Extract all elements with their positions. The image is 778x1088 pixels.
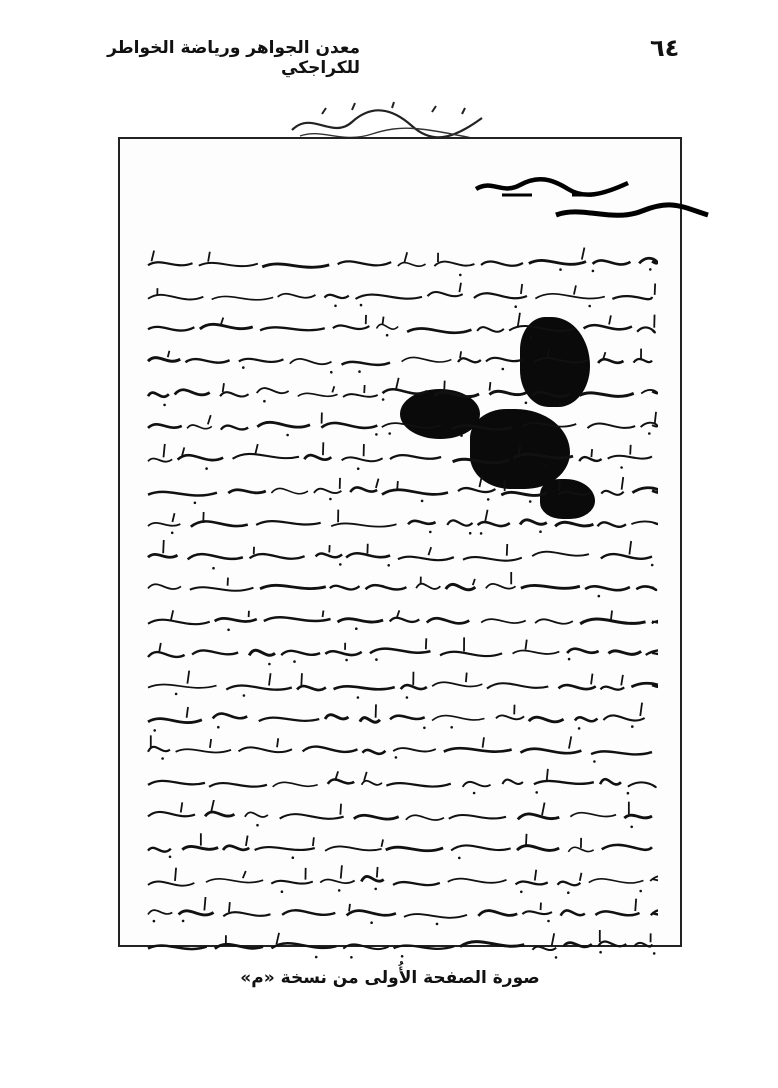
manuscript-text-line bbox=[144, 637, 658, 667]
manuscript-text-line bbox=[144, 735, 658, 765]
manuscript-text-line bbox=[144, 800, 658, 830]
manuscript-text-line bbox=[144, 410, 658, 440]
running-head: معدن الجواهر ورياضة الخواطر للكراجكي bbox=[107, 38, 360, 78]
manuscript-text-line bbox=[144, 572, 658, 602]
manuscript-text-line bbox=[144, 702, 658, 732]
manuscript-text-line bbox=[144, 832, 658, 862]
page-number: ٦٤ bbox=[650, 34, 680, 62]
manuscript-text-line bbox=[144, 670, 658, 700]
manuscript-text-line bbox=[144, 540, 658, 570]
manuscript-text-line bbox=[144, 930, 658, 960]
manuscript-text-line bbox=[144, 605, 658, 635]
manuscript-text-line bbox=[144, 442, 658, 472]
manuscript-text-line bbox=[144, 345, 658, 375]
manuscript-header-line bbox=[552, 201, 632, 225]
manuscript-text-line bbox=[144, 475, 658, 505]
manuscript-text-line bbox=[144, 897, 658, 927]
manuscript-image bbox=[118, 137, 682, 947]
manuscript-text-line bbox=[144, 247, 658, 277]
manuscript-text-line bbox=[144, 767, 658, 797]
figure-caption: صورة الصفحة الأُولى من نسخة «م» bbox=[240, 968, 540, 988]
manuscript-text-line bbox=[144, 865, 658, 895]
manuscript-text-line bbox=[144, 507, 658, 537]
manuscript-text-line bbox=[144, 280, 658, 310]
manuscript-text-line bbox=[144, 377, 658, 407]
manuscript-text-line bbox=[144, 312, 658, 342]
manuscript-header-line bbox=[472, 175, 632, 199]
